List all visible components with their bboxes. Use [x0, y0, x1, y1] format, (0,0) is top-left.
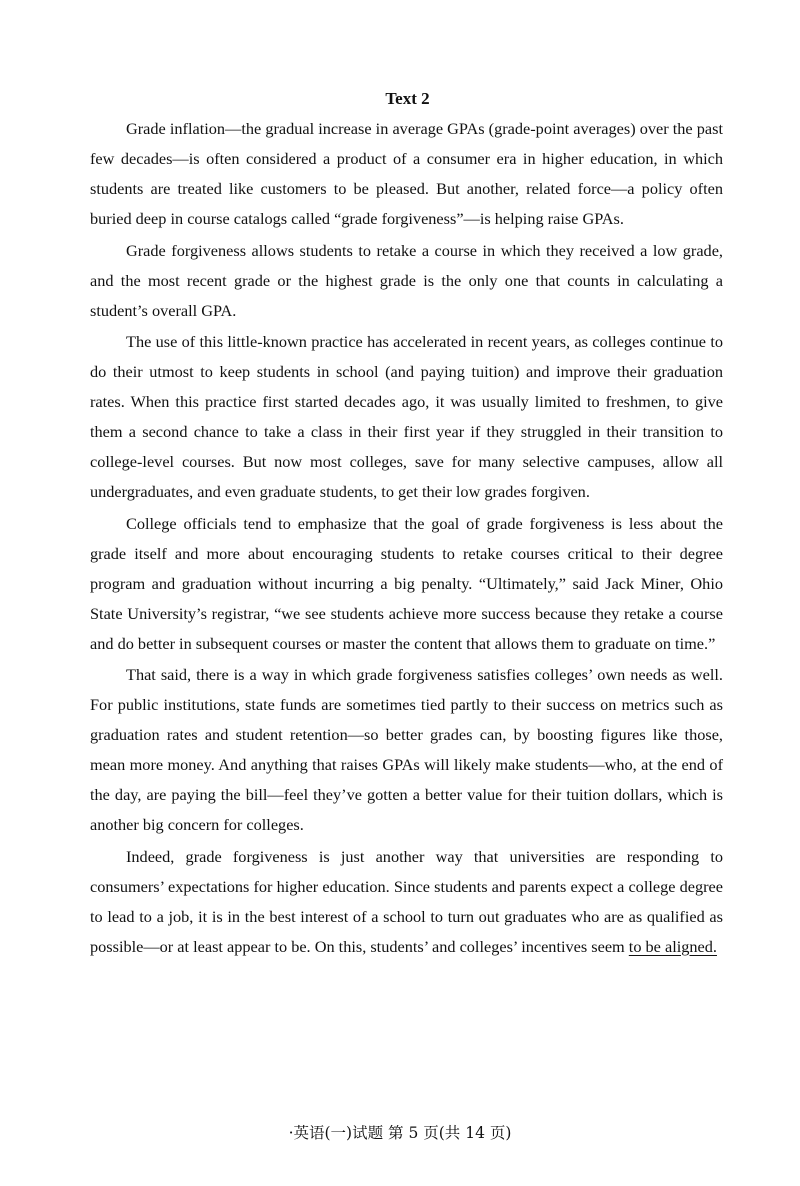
- paragraph-5: That said, there is a way in which grade forgiveness satisfies colleges’ own needs as well. For public institutions, state funds are sometimes tied partly to their success on metrics such as graduation rates and student retention—so better grades can, by boosting figures like those, mean more money. And anything that raises GPAs will likely make students—who, at the end of the day, are paying the bill—feel they’ve gotten a better value for their tuition dollars, which is another big concern for colleges.: [90, 665, 723, 834]
- paragraph-4: College officials tend to emphasize that the goal of grade forgiveness is less about the grade itself and more about encouraging students to retake courses critical to their degree program and graduation without incurring a big penalty. “Ultimately,” said Jack Miner, Ohio State University’s registrar, “we see students achieve more success because they retake a course and do better in subsequent courses or master the content that allows them to graduate on time.”: [90, 513, 723, 653]
- paragraph-1: Grade inflation—the gradual increase in average GPAs (grade-point averages) over the past few decades—is often considered a product of a consumer era in higher education, in which students are treated like customers to be pleased. But another, related force—a policy often buried deep in course catalogs called “grade forgiveness”—is helping raise GPAs.: [90, 119, 723, 228]
- passage-title: Text 2: [385, 89, 430, 108]
- paragraph-6-text: Indeed, grade forgiveness is just another way that universities are responding to consumers’ expectations for higher education. Since students and parents expect a college degree to lead to a job, it is in the best interest of a school to turn out graduates who are as qualified as possible—or at least appear to be. On this, students’ and colleges’ incentives seem: [90, 846, 723, 956]
- underlined-phrase: to be aligned.: [628, 936, 717, 956]
- page-footer: ·英语(一)试题 第 5 页(共 14 页): [288, 1124, 512, 1142]
- paragraph-2: Grade forgiveness allows students to retake a course in which they received a low grade, and the most recent grade or the highest grade is the only one that counts in calculating a student’s overall GPA.: [90, 240, 723, 320]
- paragraph-3: The use of this little-known practice has accelerated in recent years, as colleges continue to do their utmost to keep students in school (and paying tuition) and improve their graduation rates. When this practice first started decades ago, it was usually limited to freshmen, to give them a second chance to take a class in their first year if they struggled in their transition to college-level courses. But now most colleges, save for many selective campuses, allow all undergraduates, and even graduate students, to get their low grades forgiven.: [90, 332, 723, 501]
- passage-body: [90, 114, 723, 962]
- paragraph-6: [90, 842, 723, 962]
